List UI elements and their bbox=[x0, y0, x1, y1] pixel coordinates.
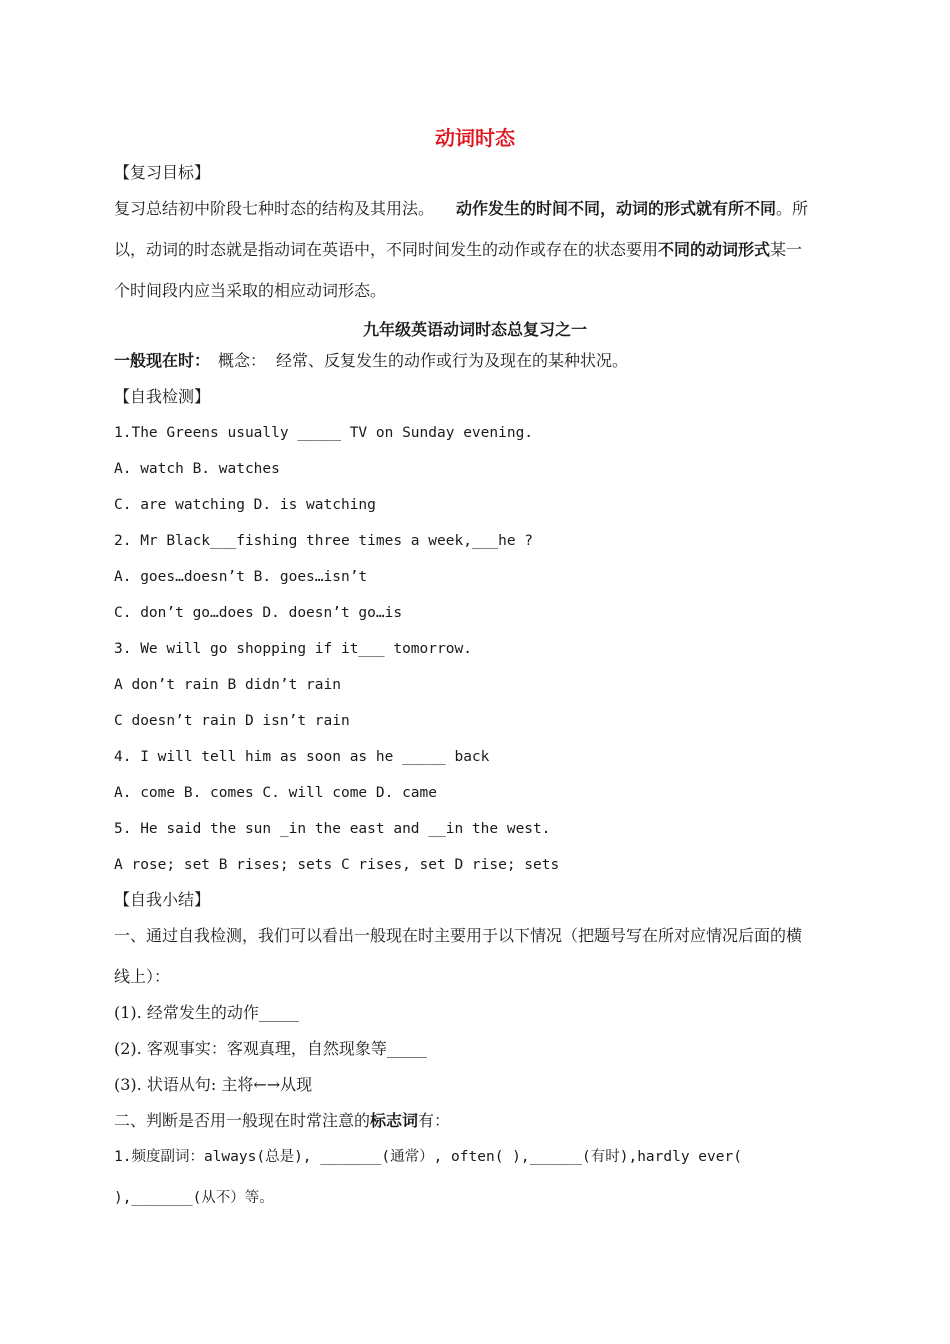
intro-text-end: 。所 bbox=[776, 199, 809, 218]
intro-line-2 bbox=[114, 240, 802, 260]
question-line: 2. Mr Black___fishing three times a week,___he ? bbox=[114, 533, 534, 549]
heading-emphasis: 标志词 bbox=[370, 1111, 419, 1130]
tense-label: 一般现在时： bbox=[114, 351, 211, 370]
concept-text: 经常、反复发生的动作或行为及现在的某种状况。 bbox=[276, 351, 629, 370]
question-line: A don’t rain B didn’t rain bbox=[114, 677, 341, 693]
question-line: A. goes…doesn’t B. goes…isn’t bbox=[114, 569, 368, 585]
intro-text: 以，动词的时态就是指动词在英语中，不同时间发生的动作或存在的状态要用 bbox=[114, 240, 659, 259]
question-line: A. come B. comes C. will come D. came bbox=[114, 785, 438, 801]
question-line: C doesn’t rain D isn’t rain bbox=[114, 713, 350, 729]
intro-line-3: 个时间段内应当采取的相应动词形态。 bbox=[114, 281, 387, 300]
goal-header: 【复习目标】 bbox=[114, 163, 211, 182]
usage-item: (3). 状语从句: 主将←→从现 bbox=[114, 1075, 313, 1094]
question-line: A. watch B. watches bbox=[114, 461, 280, 477]
usage-item: (2). 客观事实：客观真理，自然现象等_____ bbox=[114, 1039, 427, 1058]
summary-line: 一、通过自我检测，我们可以看出一般现在时主要用于以下情况（把题号写在所对应情况后面的横 bbox=[114, 926, 803, 945]
question-line: C. are watching D. is watching bbox=[114, 497, 376, 513]
page-title: 动词时态 bbox=[435, 126, 515, 150]
summary-line: 线上）： bbox=[114, 967, 171, 986]
question-line: 5. He said the sun _in the east and __in the west. bbox=[114, 821, 551, 837]
intro-emphasis: 动作发生的时间不同，动词的形式就有所不同 bbox=[456, 199, 777, 218]
frequency-adverbs-line-1: 1.频度副词：always(总是), _______(通常）, often( ),______(有时),hardly ever( bbox=[114, 1149, 742, 1165]
question-line: A rose; set B rises; sets C rises, set D rise; sets bbox=[114, 857, 560, 873]
intro-text: 复习总结初中阶段七种时态的结构及其用法。 bbox=[114, 199, 435, 218]
heading-text-end: 有： bbox=[418, 1111, 451, 1130]
intro-emphasis: 不同的动词形式 bbox=[658, 240, 771, 259]
present-tense-definition bbox=[114, 351, 628, 371]
summary-header: 【自我小结】 bbox=[114, 890, 211, 909]
section-title: 九年级英语动词时态总复习之一 bbox=[362, 320, 587, 339]
question-line: 3. We will go shopping if it___ tomorrow. bbox=[114, 641, 472, 657]
question-line: 1.The Greens usually _____ TV on Sunday evening. bbox=[114, 425, 534, 441]
intro-text-end: 某一 bbox=[770, 240, 803, 259]
concept-label: 概念： bbox=[218, 351, 267, 370]
question-line: 4. I will tell him as soon as he _____ back bbox=[114, 749, 490, 765]
usage-item: (1). 经常发生的动作_____ bbox=[114, 1003, 299, 1022]
signal-words-heading bbox=[114, 1111, 450, 1131]
self-check-header: 【自我检测】 bbox=[114, 387, 211, 406]
question-line: C. don’t go…does D. doesn’t go…is bbox=[114, 605, 403, 621]
heading-text: 二、判断是否用一般现在时常注意的 bbox=[114, 1111, 371, 1130]
frequency-adverbs-line-2: ),_______(从不）等。 bbox=[114, 1190, 274, 1206]
intro-line-1 bbox=[114, 199, 808, 219]
